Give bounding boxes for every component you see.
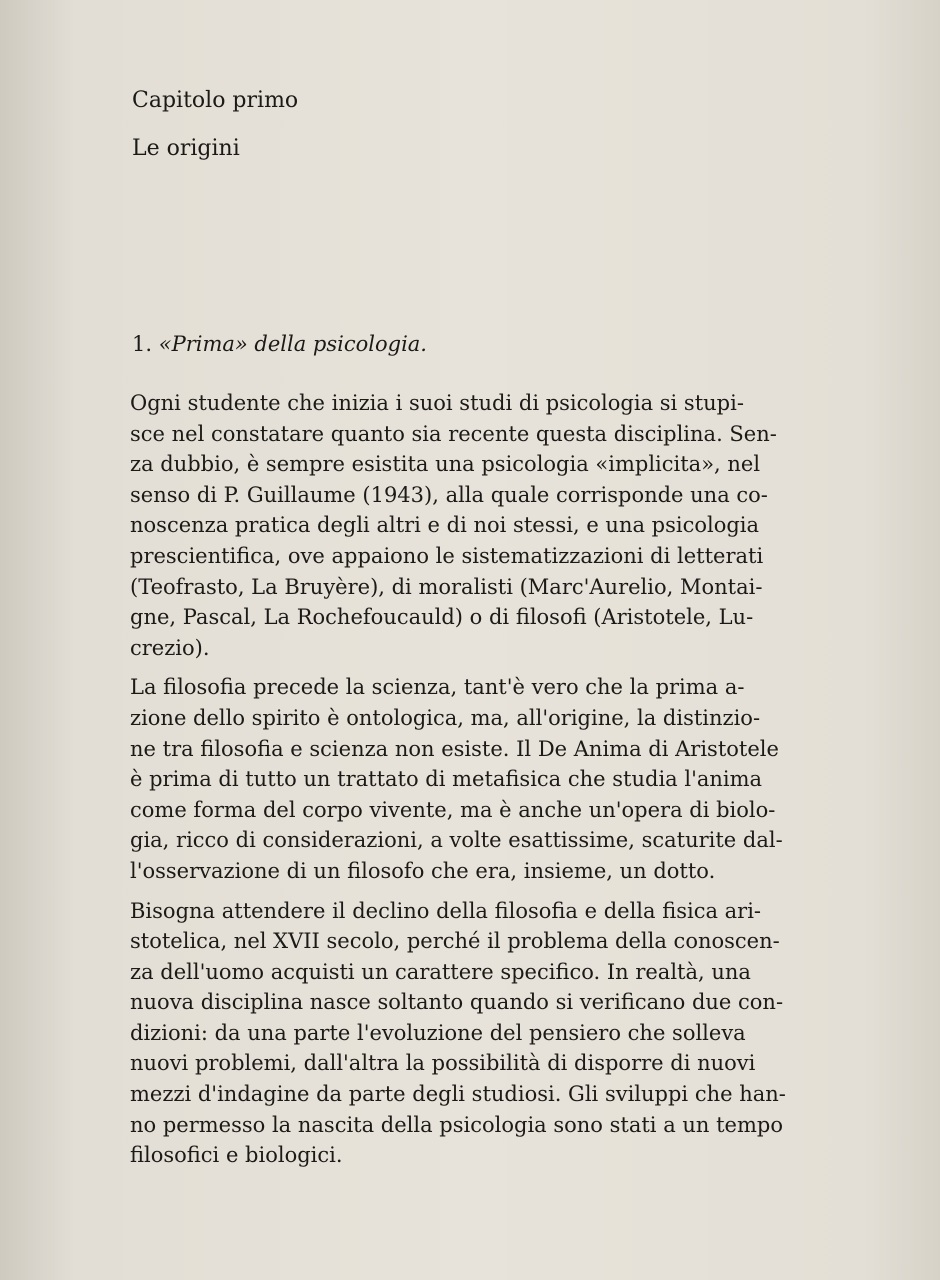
text-line: nuova disciplina nasce soltanto quando si verificano due con-: [130, 990, 784, 1015]
text-line: zione dello spirito è ontologica, ma, all'origine, la distinzio-: [130, 705, 761, 730]
text-line: filosofici e biologici.: [130, 1143, 343, 1168]
text-line: prescientifica, ove appaiono le sistematizzazioni di letterati: [130, 543, 764, 568]
section-heading: [132, 330, 427, 358]
text-line: l'osservazione di un filosofo che era, insieme, un dotto.: [130, 858, 716, 883]
paragraph-3: [130, 896, 786, 1171]
text-line: sce nel constatare quanto sia recente questa disciplina. Sen-: [130, 421, 777, 446]
paragraph-2: [130, 672, 783, 886]
body-text: [130, 388, 786, 1171]
text-line: La filosofia precede la scienza, tant'è vero che la prima a-: [130, 675, 745, 700]
section-title: «Prima» della psicologia.: [158, 332, 427, 356]
text-line: Ogni studente che inizia i suoi studi di psicologia si stupi-: [130, 391, 744, 415]
text-line: gne, Pascal, La Rochefoucauld) o di filosofi (Aristotele, Lu-: [130, 605, 754, 630]
text-line: è prima di tutto un trattato di metafisica che studia l'anima: [130, 767, 763, 792]
text-line: no permesso la nascita della psicologia sono stati a un tempo: [130, 1112, 783, 1137]
text-line: Bisogna attendere il declino della filosofia e della fisica ari-: [130, 898, 762, 923]
text-line: stotelica, nel XVII secolo, perché il problema della conoscen-: [130, 929, 780, 954]
text-line: noscenza pratica degli altri e di noi stessi, e una psicologia: [130, 513, 760, 538]
text-line: za dubbio, è sempre esistita una psicologia «implicita», nel: [130, 452, 761, 477]
text-line: nuovi problemi, dall'altra la possibilità di disporre di nuovi: [130, 1051, 756, 1076]
text-line: za dell'uomo acquisti un carattere specifico. In realtà, una: [130, 959, 751, 984]
section-number: 1.: [132, 332, 153, 356]
chapter-label: Capitolo primo: [132, 88, 299, 113]
text-line: (Teofrasto, La Bruyère), di moralisti (Marc'Aurelio, Montai-: [130, 574, 763, 599]
text-line: dizioni: da una parte l'evoluzione del pensiero che solleva: [130, 1020, 746, 1045]
chapter-title: Le origini: [132, 136, 240, 161]
text-line: gia, ricco di considerazioni, a volte esattissime, scaturite dal-: [130, 828, 783, 853]
text-line: mezzi d'indagine da parte degli studiosi. Gli sviluppi che han-: [130, 1082, 786, 1107]
text-line: senso di P. Guillaume (1943), alla quale corrisponde una co-: [130, 482, 768, 507]
paragraph-1: [130, 388, 777, 663]
text-line: ne tra filosofia e scienza non esiste. Il De Anima di Aristotele: [130, 736, 779, 761]
text-line: crezio).: [130, 635, 210, 660]
text-line: come forma del corpo vivente, ma è anche un'opera di biolo-: [130, 797, 776, 822]
